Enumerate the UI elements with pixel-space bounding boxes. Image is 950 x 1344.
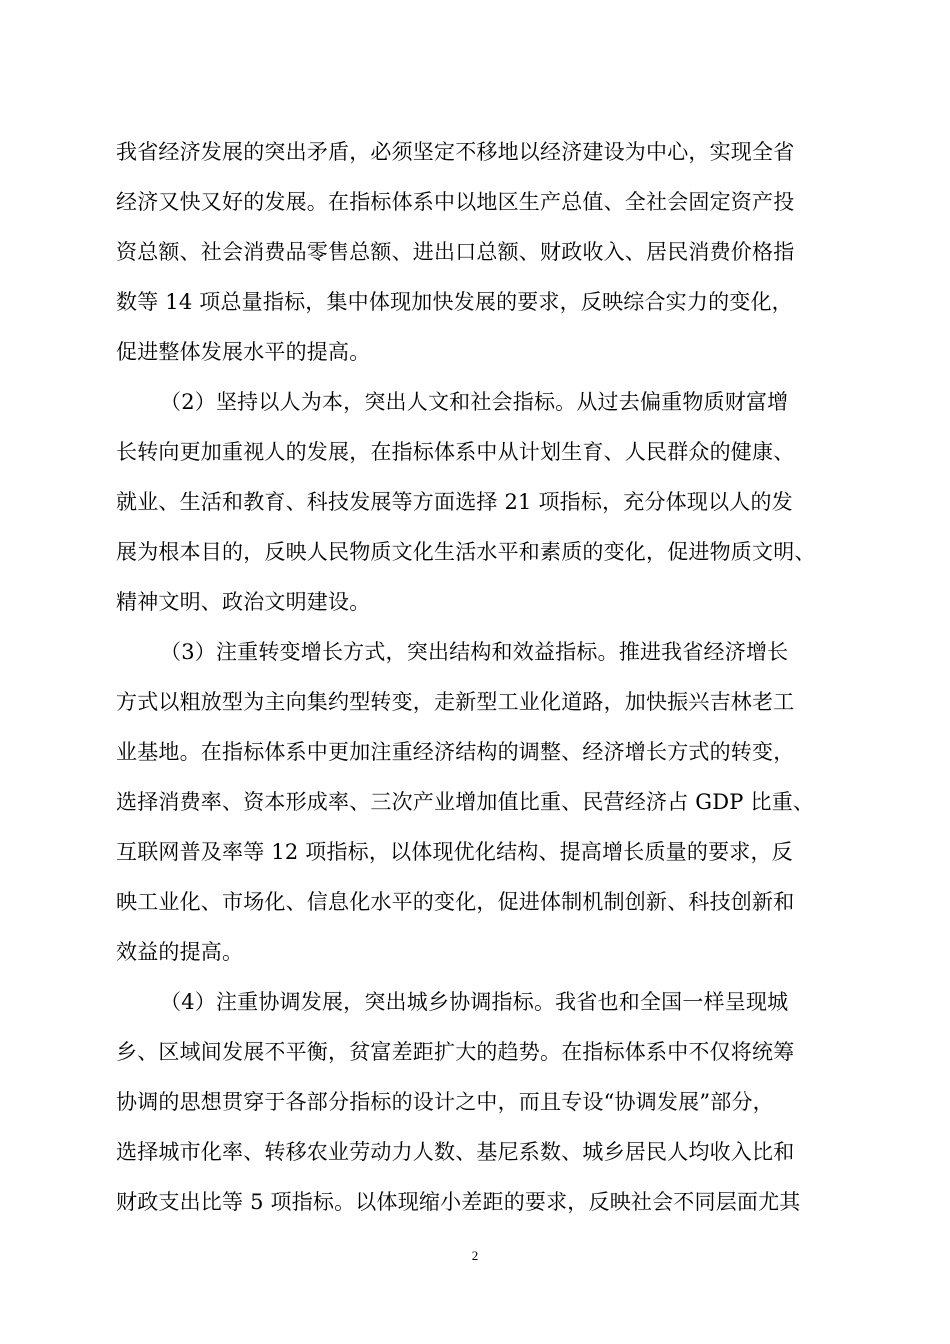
text-line: 财政支出比等 5 项指标。以体现缩小差距的要求，反映社会不同层面尤其 xyxy=(116,1190,801,1214)
text-line: 经济又快又好的发展。在指标体系中以地区生产总值、全社会固定资产投 xyxy=(116,190,795,214)
text-line: 数等 14 项总量指标，集中体现加快发展的要求，反映综合实力的变化， xyxy=(116,290,793,314)
paragraph-start-line: （2）坚持以人为本，突出人文和社会指标。从过去偏重物质财富增 xyxy=(160,390,789,414)
text-line: 促进整体发展水平的提高。 xyxy=(116,340,371,364)
text-line: 长转向更加重视人的发展，在指标体系中从计划生育、人民群众的健康、 xyxy=(116,440,795,464)
page-number: 2 xyxy=(471,1248,479,1263)
text-line: 我省经济发展的突出矛盾，必须坚定不移地以经济建设为中心，实现全省 xyxy=(116,140,795,164)
paragraph-start-line: （4）注重协调发展，突出城乡协调指标。我省也和全国一样呈现城 xyxy=(160,990,789,1014)
paragraph-start-line: （3）注重转变增长方式，突出结构和效益指标。推进我省经济增长 xyxy=(160,640,789,664)
text-line: 选择城市化率、转移农业劳动力人数、基尼系数、城乡居民人均收入比和 xyxy=(116,1140,795,1164)
text-line: 展为根本目的，反映人民物质文化生活水平和素质的变化，促进物质文明、 xyxy=(116,540,816,564)
text-line: 选择消费率、资本形成率、三次产业增加值比重、民营经济占 GDP 比重、 xyxy=(116,790,815,814)
text-line: 效益的提高。 xyxy=(116,940,244,964)
text-line: 协调的思想贯穿于各部分指标的设计之中，而且专设“协调发展”部分， xyxy=(116,1090,774,1114)
text-line: 映工业化、市场化、信息化水平的变化，促进体制机制创新、科技创新和 xyxy=(116,890,795,914)
text-line: 就业、生活和教育、科技发展等方面选择 21 项指标，充分体现以人的发 xyxy=(116,490,793,514)
text-line: 互联网普及率等 12 项指标，以体现优化结构、提高增长质量的要求，反 xyxy=(116,840,793,864)
text-line: 资总额、社会消费品零售总额、进出口总额、财政收入、居民消费价格指 xyxy=(116,240,795,264)
text-line: 精神文明、政治文明建设。 xyxy=(116,590,371,614)
text-line: 业基地。在指标体系中更加注重经济结构的调整、经济增长方式的转变， xyxy=(116,740,795,764)
text-line: 方式以粗放型为主向集约型转变，走新型工业化道路，加快振兴吉林老工 xyxy=(116,690,795,714)
text-line: 乡、区域间发展不平衡，贫富差距扩大的趋势。在指标体系中不仅将统筹 xyxy=(116,1040,795,1064)
